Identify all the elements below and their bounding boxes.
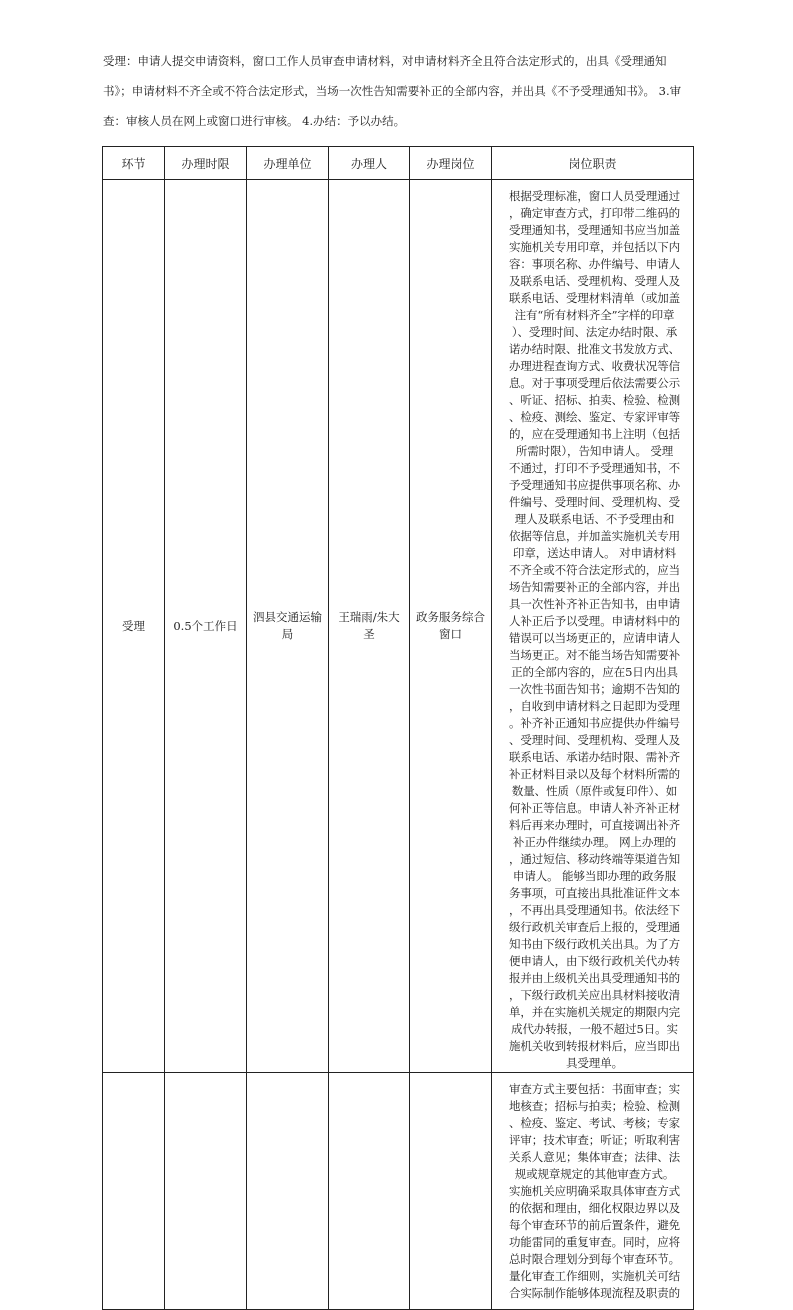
- duty-line: 联系电话、承诺办结时限、需补齐: [509, 750, 680, 764]
- duty-line: 量化审查工作细则，实施机关可结: [509, 1269, 680, 1283]
- duty-line: 总时限合理划分到每个审查环节。: [509, 1252, 680, 1266]
- duty-line: 、检疫、测绘、鉴定、专家评审等: [509, 410, 680, 424]
- duty-line: 错误可以当场更正的，应请申请人: [509, 631, 680, 645]
- cell-duty: [492, 180, 694, 1073]
- duty-line: 当场更正。对不能当场告知需要补: [509, 648, 680, 662]
- cell-handler: [329, 1073, 410, 1310]
- duty-line: 务事项，可直接出具批准证件文本: [509, 886, 680, 900]
- duty-line: 。补齐补正通知书应提供办件编号: [509, 716, 680, 730]
- duty-line: 受理通知书，受理通知书应当加盖: [509, 223, 680, 237]
- cell-duty: [492, 1073, 694, 1310]
- duty-line: 级行政机关审查后上报的，受理通: [509, 920, 680, 934]
- duty-line: 实施机关应明确采取具体审查方式: [509, 1184, 680, 1198]
- duty-line: 报并由上级机关出具受理通知书的: [509, 971, 680, 985]
- duty-line: 予受理通知书应提供事项名称、办: [509, 478, 680, 492]
- duty-line: ，确定审查方式，打印带二维码的: [509, 206, 680, 220]
- duty-line: 一次性书面告知书；逾期不告知的: [509, 682, 680, 696]
- duty-line: 知书由下级行政机关出具。为了方: [509, 937, 680, 951]
- duty-line: 具受理单。: [566, 1056, 623, 1070]
- duty-line: 实施机关专用印章，并包括以下内: [509, 240, 680, 254]
- duty-line: ）、受理时间、法定办结时限、承: [511, 325, 678, 339]
- header-stage: 环节: [103, 147, 165, 180]
- header-post: 办理岗位: [410, 147, 492, 180]
- duty-line: 料后再来办理时，可直接调出补齐: [509, 818, 680, 832]
- duty-line: 的，应在受理通知书上注明（包括: [509, 427, 680, 441]
- cell-handler: 王瑞雨/朱大圣: [329, 180, 410, 1073]
- duty-line: 注有“所有材料齐全”字样的印章: [514, 308, 675, 322]
- table-row: [103, 180, 694, 1073]
- duty-line: 根据受理标准，窗口人员受理通过: [509, 189, 680, 203]
- duty-line: 件编号、受理时间、受理机构、受: [509, 495, 680, 509]
- duty-line: 每个审查环节的前后置条件，避免: [509, 1218, 680, 1232]
- duty-line: 规或规章规定的其他审查方式。: [514, 1167, 675, 1181]
- cell-stage: [103, 1073, 165, 1310]
- intro-paragraph: 受理：申请人提交申请资料，窗口工作人员审查申请材料，对申请材料齐全且符合法定形式的，出具《受理通知书》；申请材料不齐全或不符合法定形式，当场一次性告知需要补正的全部内容，并出具《不予受理通知书》。 3.审查：审核人员在网上或窗口进行审核。 4.办结：予以办结。: [103, 54, 682, 128]
- duty-line: 数量、性质（原件或复印件）、如: [511, 784, 678, 798]
- duty-line: 诺办结时限、批准文书发放方式、: [509, 342, 680, 356]
- duty-line: 的依据和理由，细化权限边界以及: [509, 1201, 680, 1215]
- duty-line: 及联系电话、受理机构、受理人及: [509, 274, 680, 288]
- process-table: [102, 146, 694, 1310]
- duty-line: 评审；技术审查；听证；听取利害: [509, 1133, 680, 1147]
- duty-line: 依据等信息，并加盖实施机关专用: [509, 529, 680, 543]
- duty-line: ，下级行政机关应出具材料接收清: [509, 988, 680, 1002]
- duty-line: 所需时限），告知申请人。 受理: [515, 444, 674, 458]
- duty-line: 不通过，打印不予受理通知书，不: [509, 461, 680, 475]
- header-unit: 办理单位: [247, 147, 329, 180]
- duty-line: ，自收到申请材料之日起即为受理: [509, 699, 680, 713]
- header-handler: 办理人: [329, 147, 410, 180]
- duty-line: 何补正等信息。申请人补齐补正材: [509, 801, 680, 815]
- cell-post: [410, 1073, 492, 1310]
- table-header-row: [103, 147, 694, 180]
- duty-line: 理人及联系电话、不予受理由和: [514, 512, 675, 526]
- duty-line: 合实际制作能够体现流程及职责的: [509, 1286, 680, 1300]
- duty-line: 场告知需要补正的全部内容，并出: [509, 580, 680, 594]
- cell-time-limit: 0.5个工作日: [165, 180, 247, 1073]
- duty-line: 具一次性补齐补正告知书，由申请: [509, 597, 680, 611]
- duty-line: 补正材料目录以及每个材料所需的: [509, 767, 680, 781]
- header-duty: 岗位职责: [492, 147, 694, 180]
- duty-line: 联系电话、受理材料清单（或加盖: [509, 291, 680, 305]
- header-time-limit: 办理时限: [165, 147, 247, 180]
- duty-line: 人补正后予以受理。申请材料中的: [509, 614, 680, 628]
- cell-post: 政务服务综合窗口: [410, 180, 492, 1073]
- duty-line: 功能雷同的重复审查。同时，应将: [509, 1235, 680, 1249]
- duty-line: 办理进程查询方式、收费状况等信: [509, 359, 680, 373]
- table-row: [103, 1073, 694, 1310]
- duty-line: 正的全部内容的，应在5日内出具: [511, 665, 678, 679]
- duty-line: 便申请人，由下级行政机关代办转: [509, 954, 680, 968]
- duty-line: 申请人。 能够当即办理的政务服: [512, 869, 677, 883]
- duty-line: 补正办件继续办理。 网上办理的: [512, 835, 677, 849]
- cell-time-limit: [165, 1073, 247, 1310]
- cell-unit: 泗县交通运输局: [247, 180, 329, 1073]
- duty-line: 、受理时间、受理机构、受理人及: [509, 733, 680, 747]
- duty-line: ，不再出具受理通知书。依法经下: [509, 903, 680, 917]
- duty-line: 关系人意见；集体审查；法律、法: [509, 1150, 680, 1164]
- duty-line: 、检疫、鉴定、考试、考核；专家: [509, 1116, 680, 1130]
- duty-line: 、听证、招标、拍卖、检验、检测: [509, 393, 680, 407]
- duty-line: 施机关收到转报材料后，应当即出: [509, 1039, 680, 1053]
- duty-line: 成代办转报，一般不超过5日。实: [511, 1022, 678, 1036]
- cell-unit: [247, 1073, 329, 1310]
- duty-line: 单，并在实施机关规定的期限内完: [509, 1005, 680, 1019]
- duty-line: 息。对于事项受理后依法需要公示: [509, 376, 680, 390]
- duty-line: 容：事项名称、办件编号、申请人: [509, 257, 680, 271]
- duty-line: 地核查；招标与拍卖；检验、检测: [509, 1099, 680, 1113]
- duty-line: 审查方式主要包括：书面审查；实: [509, 1082, 680, 1096]
- duty-line: ，通过短信、移动终端等渠道告知: [509, 852, 680, 866]
- duty-line: 不齐全或不符合法定形式的，应当: [509, 563, 680, 577]
- duty-line: 印章，送达申请人。 对申请材料: [512, 546, 677, 560]
- cell-stage: 受理: [103, 180, 165, 1073]
